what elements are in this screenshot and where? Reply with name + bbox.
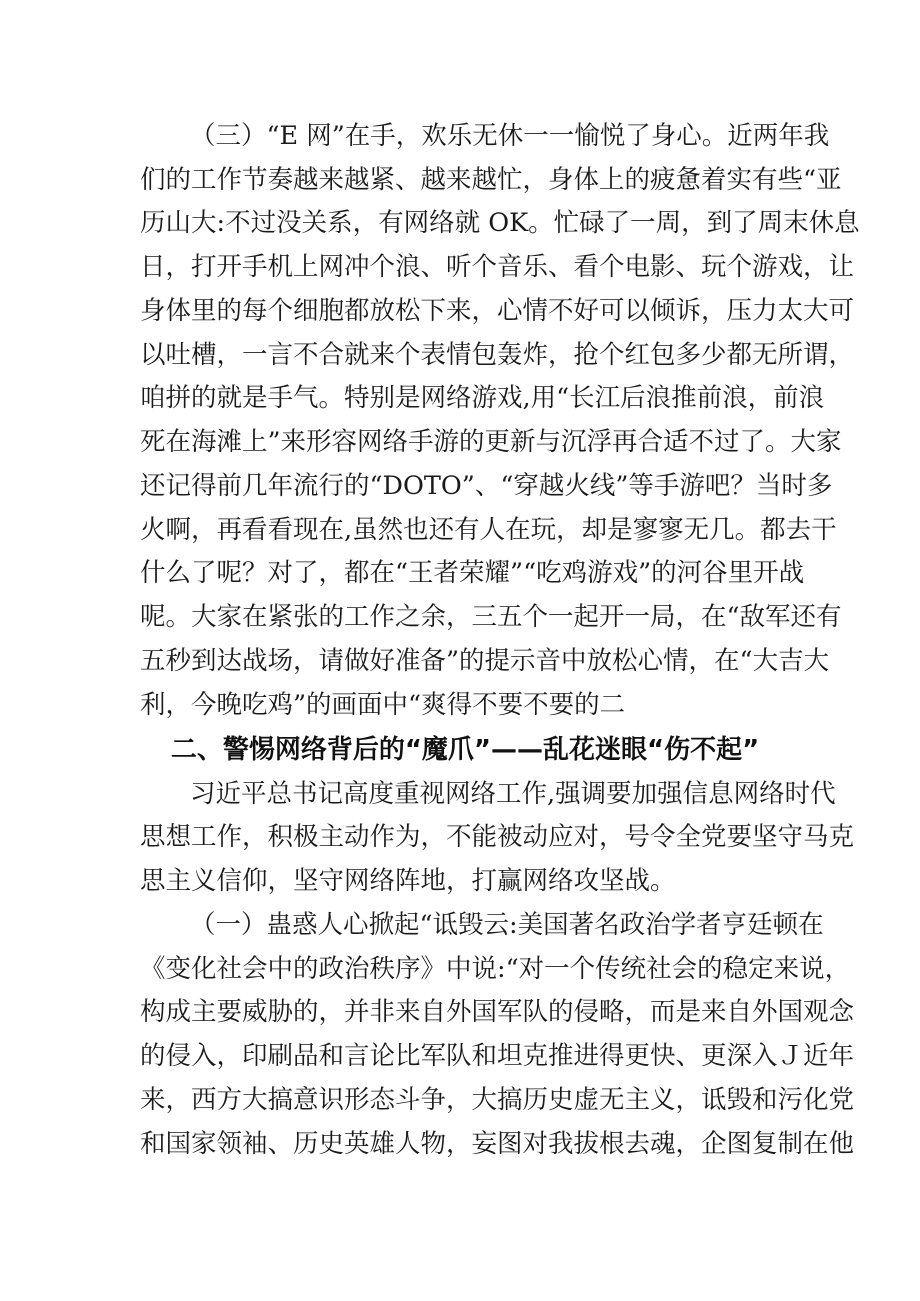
paragraph-line: 习近平总书记高度重视网络工作,强调要加强信息网络时代 bbox=[190, 779, 836, 809]
paragraph-line: 《变化社会中的政治秩序》中说:“对一个传统社会的稳定来说， bbox=[140, 954, 851, 984]
paragraph-line: 还记得前几年流行的“DOTO”、“穿越火线”等手游吧？当时多 bbox=[140, 471, 833, 501]
paragraph-line: 呢。大家在紧张的工作之余，三五个一起开一局，在“敌军还有 bbox=[140, 602, 842, 632]
paragraph-line: 死在海滩上”来形容网络手游的更新与沉浮再合适不过了。大家 bbox=[140, 427, 842, 457]
paragraph-line: 来，西方大搞意识形态斗争，大搞历史虚无主义，诋毁和污化党 bbox=[140, 1085, 855, 1115]
paragraph-line: （三）“E 网”在手，欢乐无休一一愉悦了身心。近两年我 bbox=[190, 121, 830, 151]
paragraph-line: 什么了呢？对了，都在“王者荣耀”“吃鸡游戏”的河谷里开战 bbox=[140, 558, 805, 588]
paragraph-line: 火啊，再看看现在,虽然也还有人在玩，却是寥寥无几。都去干 bbox=[140, 515, 837, 545]
paragraph-line: 构成主要威胁的，并非来自外国军队的侵略，而是来自外国观念 bbox=[140, 997, 855, 1027]
paragraph-line: 和国家领袖、历史英雄人物，妄图对我拔根去魂，企图复制在他 bbox=[140, 1129, 855, 1159]
paragraph-line: 咱拼的就是手气。特别是网络游戏,用“长江后浪推前浪，前浪 bbox=[140, 383, 825, 413]
section-heading: 二、警惕网络背后的“魔爪”——乱花迷眼“伤不起” bbox=[170, 735, 760, 765]
paragraph-line: 日，打开手机上网冲个浪、听个音乐、看个电影、玩个游戏，让 bbox=[140, 252, 855, 282]
paragraph-line: 身体里的每个细胞都放松下来，心情不好可以倾诉，压力太大可 bbox=[140, 296, 855, 326]
paragraph-line: 的侵入，印刷品和言论比军队和坦克推进得更快、更深入Ｊ近年 bbox=[140, 1041, 855, 1071]
paragraph-line: 思主义信仰，坚守网络阵地，打赢网络攻坚战。 bbox=[140, 866, 676, 896]
paragraph-line: 五秒到达战场，请做好准备”的提示音中放松心情，在“大吉大 bbox=[140, 646, 830, 676]
paragraph-line: 历山大:不过没关系，有网络就 OK。忙碌了一周，到了周末休息 bbox=[140, 208, 860, 238]
paragraph-line: （一）蛊惑人心掀起“诋毁云:美国著名政治学者亨廷顿在 bbox=[190, 910, 824, 940]
paragraph-line: 利，今晚吃鸡”的画面中“爽得不要不要的二 bbox=[140, 690, 626, 720]
paragraph-line: 们的工作节奏越来越紧、越来越忙，身体上的疲惫着实有些“亚 bbox=[140, 165, 842, 195]
paragraph-line: 思想工作，积极主动作为，不能被动应对，号令全党要坚守马克 bbox=[140, 822, 855, 852]
paragraph-line: 以吐槽，一言不合就来个表情包轰炸，抢个红包多少都无所谓， bbox=[140, 340, 855, 370]
